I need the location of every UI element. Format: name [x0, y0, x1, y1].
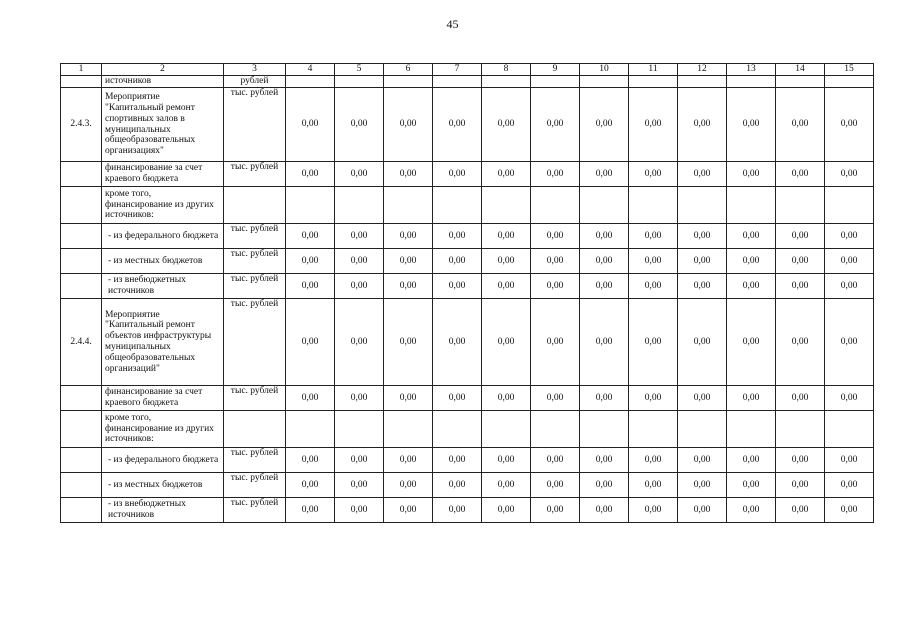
value-cell	[286, 187, 335, 224]
row-unit: тыс. рублей	[224, 448, 286, 473]
value-cell: 0,00	[580, 249, 629, 274]
value-cell: 0,00	[482, 224, 531, 249]
value-cell: 0,00	[629, 498, 678, 523]
row-code	[61, 224, 102, 249]
row-unit: тыс. рублей	[224, 249, 286, 274]
value-cell: 0,00	[482, 448, 531, 473]
value-cell: 0,00	[727, 498, 776, 523]
value-cell: 0,00	[482, 299, 531, 386]
value-cell: 0,00	[727, 473, 776, 498]
value-cell: 0,00	[678, 386, 727, 411]
value-cell	[384, 411, 433, 448]
value-cell: 0,00	[433, 299, 482, 386]
page-number: 45	[446, 17, 459, 31]
value-cell: 0,00	[482, 473, 531, 498]
value-cell: 0,00	[580, 473, 629, 498]
value-cell	[825, 76, 874, 88]
header-cell: 10	[580, 64, 629, 76]
value-cell: 0,00	[335, 274, 384, 299]
value-cell: 0,00	[335, 88, 384, 162]
value-cell	[776, 76, 825, 88]
value-cell: 0,00	[531, 224, 580, 249]
value-cell	[727, 76, 776, 88]
value-cell: 0,00	[678, 274, 727, 299]
value-cell: 0,00	[825, 224, 874, 249]
value-cell	[629, 187, 678, 224]
value-cell: 0,00	[629, 88, 678, 162]
table-row	[61, 411, 874, 448]
value-cell	[825, 187, 874, 224]
value-cell: 0,00	[433, 162, 482, 187]
value-cell: 0,00	[531, 299, 580, 386]
value-cell: 0,00	[384, 249, 433, 274]
value-cell	[531, 187, 580, 224]
value-cell: 0,00	[678, 88, 727, 162]
value-cell: 0,00	[825, 448, 874, 473]
row-unit: тыс. рублей	[224, 274, 286, 299]
value-cell	[678, 76, 727, 88]
header-cell: 3	[224, 64, 286, 76]
row-unit: тыс. рублей	[224, 162, 286, 187]
row-code	[61, 274, 102, 299]
value-cell: 0,00	[531, 88, 580, 162]
value-cell: 0,00	[531, 274, 580, 299]
value-cell: 0,00	[335, 473, 384, 498]
value-cell: 0,00	[580, 224, 629, 249]
header-cell: 11	[629, 64, 678, 76]
value-cell: 0,00	[580, 162, 629, 187]
value-cell: 0,00	[629, 473, 678, 498]
row-code	[61, 187, 102, 224]
value-cell: 0,00	[580, 274, 629, 299]
table-row	[61, 498, 874, 523]
value-cell: 0,00	[629, 224, 678, 249]
value-cell	[629, 76, 678, 88]
value-cell: 0,00	[776, 473, 825, 498]
value-cell: 0,00	[580, 299, 629, 386]
value-cell: 0,00	[678, 448, 727, 473]
value-cell	[580, 76, 629, 88]
value-cell	[629, 411, 678, 448]
value-cell: 0,00	[727, 249, 776, 274]
value-cell: 0,00	[727, 88, 776, 162]
table-row	[61, 473, 874, 498]
header-cell: 5	[335, 64, 384, 76]
value-cell: 0,00	[776, 299, 825, 386]
value-cell: 0,00	[678, 224, 727, 249]
table-row	[61, 386, 874, 411]
value-cell: 0,00	[433, 386, 482, 411]
value-cell: 0,00	[335, 386, 384, 411]
header-cell: 8	[482, 64, 531, 76]
header-cell: 15	[825, 64, 874, 76]
value-cell: 0,00	[629, 299, 678, 386]
row-name: кроме того, финансирование из других источников:	[102, 411, 224, 448]
row-code: 2.4.3.	[61, 88, 102, 162]
value-cell: 0,00	[384, 448, 433, 473]
value-cell: 0,00	[531, 473, 580, 498]
value-cell	[727, 411, 776, 448]
value-cell: 0,00	[433, 473, 482, 498]
value-cell	[580, 411, 629, 448]
row-code	[61, 411, 102, 448]
table-row	[61, 76, 874, 88]
table-row	[61, 187, 874, 224]
value-cell: 0,00	[482, 386, 531, 411]
value-cell: 0,00	[825, 498, 874, 523]
value-cell: 0,00	[678, 162, 727, 187]
value-cell: 0,00	[727, 274, 776, 299]
value-cell: 0,00	[482, 498, 531, 523]
row-name: финансирование за счет краевого бюджета	[102, 386, 224, 411]
row-name: Мероприятие "Капитальный ремонт объектов инфраструктуры муниципальных общеобразовательных организаций"	[102, 299, 224, 386]
value-cell	[335, 411, 384, 448]
value-cell: 0,00	[678, 473, 727, 498]
value-cell: 0,00	[776, 249, 825, 274]
header-cell: 7	[433, 64, 482, 76]
row-name: источников	[102, 76, 224, 88]
value-cell: 0,00	[335, 249, 384, 274]
value-cell: 0,00	[286, 473, 335, 498]
value-cell	[433, 76, 482, 88]
row-code	[61, 448, 102, 473]
row-name: финансирование за счет краевого бюджета	[102, 162, 224, 187]
header-cell: 14	[776, 64, 825, 76]
value-cell: 0,00	[482, 274, 531, 299]
value-cell	[286, 411, 335, 448]
value-cell: 0,00	[776, 448, 825, 473]
value-cell: 0,00	[776, 386, 825, 411]
value-cell: 0,00	[825, 162, 874, 187]
value-cell	[776, 411, 825, 448]
value-cell: 0,00	[727, 448, 776, 473]
value-cell: 0,00	[335, 224, 384, 249]
value-cell: 0,00	[580, 386, 629, 411]
value-cell: 0,00	[482, 162, 531, 187]
value-cell: 0,00	[384, 498, 433, 523]
value-cell: 0,00	[580, 498, 629, 523]
row-code	[61, 76, 102, 88]
value-cell	[825, 411, 874, 448]
value-cell: 0,00	[776, 498, 825, 523]
value-cell: 0,00	[286, 249, 335, 274]
value-cell	[482, 411, 531, 448]
value-cell: 0,00	[433, 88, 482, 162]
value-cell: 0,00	[286, 162, 335, 187]
value-cell	[482, 187, 531, 224]
value-cell	[727, 187, 776, 224]
value-cell: 0,00	[678, 249, 727, 274]
row-code: 2.4.4.	[61, 299, 102, 386]
row-unit	[224, 187, 286, 224]
value-cell: 0,00	[384, 274, 433, 299]
value-cell: 0,00	[825, 249, 874, 274]
value-cell: 0,00	[384, 386, 433, 411]
value-cell: 0,00	[433, 224, 482, 249]
value-cell: 0,00	[727, 386, 776, 411]
value-cell	[678, 187, 727, 224]
table-row	[61, 88, 874, 162]
value-cell: 0,00	[678, 299, 727, 386]
value-cell: 0,00	[384, 299, 433, 386]
value-cell	[286, 76, 335, 88]
header-cell: 1	[61, 64, 102, 76]
value-cell: 0,00	[629, 448, 678, 473]
row-name: - из внебюджетных источников	[102, 274, 224, 299]
header-cell: 2	[102, 64, 224, 76]
value-cell	[482, 76, 531, 88]
value-cell	[335, 187, 384, 224]
row-name: - из местных бюджетов	[102, 473, 224, 498]
value-cell: 0,00	[727, 299, 776, 386]
value-cell: 0,00	[825, 88, 874, 162]
value-cell	[433, 187, 482, 224]
value-cell	[531, 76, 580, 88]
value-cell: 0,00	[286, 88, 335, 162]
value-cell: 0,00	[629, 274, 678, 299]
value-cell: 0,00	[286, 224, 335, 249]
value-cell: 0,00	[727, 224, 776, 249]
value-cell: 0,00	[776, 224, 825, 249]
value-cell: 0,00	[335, 498, 384, 523]
value-cell: 0,00	[433, 249, 482, 274]
value-cell: 0,00	[384, 224, 433, 249]
value-cell: 0,00	[433, 274, 482, 299]
table-row	[61, 249, 874, 274]
value-cell: 0,00	[433, 448, 482, 473]
value-cell: 0,00	[531, 498, 580, 523]
table-row	[61, 162, 874, 187]
value-cell	[776, 187, 825, 224]
value-cell	[384, 187, 433, 224]
value-cell: 0,00	[433, 498, 482, 523]
value-cell: 0,00	[482, 249, 531, 274]
value-cell: 0,00	[286, 274, 335, 299]
value-cell: 0,00	[531, 249, 580, 274]
row-name: - из федерального бюджета	[102, 224, 224, 249]
row-unit: тыс. рублей	[224, 224, 286, 249]
value-cell	[384, 76, 433, 88]
row-name: - из местных бюджетов	[102, 249, 224, 274]
value-cell: 0,00	[678, 498, 727, 523]
row-name: кроме того, финансирование из других источников:	[102, 187, 224, 224]
value-cell	[678, 411, 727, 448]
table-row	[61, 299, 874, 386]
value-cell: 0,00	[580, 448, 629, 473]
value-cell: 0,00	[825, 386, 874, 411]
value-cell: 0,00	[727, 162, 776, 187]
value-cell: 0,00	[286, 386, 335, 411]
value-cell: 0,00	[335, 299, 384, 386]
value-cell: 0,00	[286, 498, 335, 523]
header-cell: 9	[531, 64, 580, 76]
value-cell: 0,00	[384, 162, 433, 187]
row-unit: тыс. рублей	[224, 498, 286, 523]
budget-table	[60, 63, 874, 523]
value-cell: 0,00	[286, 448, 335, 473]
value-cell: 0,00	[384, 88, 433, 162]
value-cell: 0,00	[384, 473, 433, 498]
row-unit: тыс. рублей	[224, 299, 286, 386]
row-code	[61, 473, 102, 498]
header-cell: 12	[678, 64, 727, 76]
value-cell: 0,00	[776, 88, 825, 162]
header-row	[61, 64, 874, 76]
row-name: Мероприятие "Капитальный ремонт спортивных залов в муниципальных общеобразовательных организациях"	[102, 88, 224, 162]
value-cell: 0,00	[580, 88, 629, 162]
table-row	[61, 448, 874, 473]
value-cell: 0,00	[335, 162, 384, 187]
value-cell: 0,00	[629, 162, 678, 187]
value-cell	[531, 411, 580, 448]
value-cell: 0,00	[629, 386, 678, 411]
header-cell: 6	[384, 64, 433, 76]
value-cell	[580, 187, 629, 224]
value-cell: 0,00	[825, 299, 874, 386]
value-cell: 0,00	[531, 386, 580, 411]
value-cell: 0,00	[531, 448, 580, 473]
row-code	[61, 498, 102, 523]
row-unit: тыс. рублей	[224, 473, 286, 498]
value-cell: 0,00	[629, 249, 678, 274]
header-cell: 13	[727, 64, 776, 76]
value-cell: 0,00	[286, 299, 335, 386]
value-cell: 0,00	[531, 162, 580, 187]
value-cell: 0,00	[482, 88, 531, 162]
row-code	[61, 249, 102, 274]
row-code	[61, 162, 102, 187]
value-cell: 0,00	[335, 448, 384, 473]
row-code	[61, 386, 102, 411]
value-cell	[433, 411, 482, 448]
table-row	[61, 224, 874, 249]
row-name: - из внебюджетных источников	[102, 498, 224, 523]
value-cell: 0,00	[825, 473, 874, 498]
row-unit: тыс. рублей	[224, 386, 286, 411]
row-unit: рублей	[224, 76, 286, 88]
table-row	[61, 274, 874, 299]
value-cell	[335, 76, 384, 88]
value-cell: 0,00	[825, 274, 874, 299]
value-cell: 0,00	[776, 162, 825, 187]
row-unit	[224, 411, 286, 448]
header-cell: 4	[286, 64, 335, 76]
row-name: - из федерального бюджета	[102, 448, 224, 473]
row-unit: тыс. рублей	[224, 88, 286, 162]
value-cell: 0,00	[776, 274, 825, 299]
